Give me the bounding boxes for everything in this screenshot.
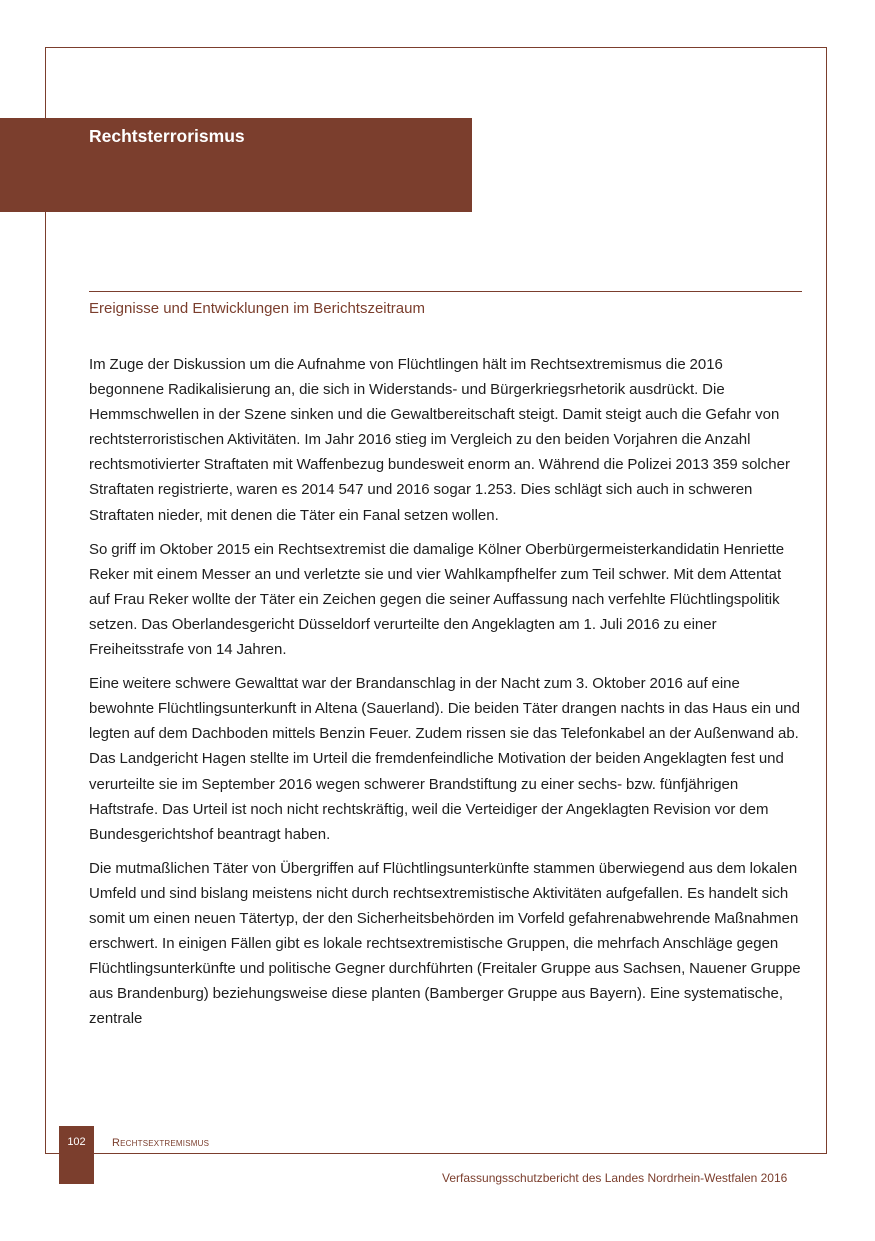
section-heading: Ereignisse und Entwicklungen im Berichtszeitraum (89, 300, 425, 317)
section-divider (89, 291, 802, 292)
chapter-title: Rechtsterrorismus (89, 126, 245, 146)
page-number: 102 (67, 1136, 86, 1148)
running-head: Rechtsextremismus (112, 1137, 210, 1149)
paragraph-2: So griff im Oktober 2015 ein Rechtsextremist die damalige Kölner Oberbürgermeisterkandidatin Henriette Reker mit einem Messer an und verletzte sie und vier Wahlkampfhelfer zum Teil schwer. Mit dem Attentat auf Frau Reker wollte der Täter ein Zeichen gegen die seiner Auffassung nach verfehlte Flüchtlingspolitik setzen. Das Oberlandesgericht Düsseldorf verurteilte den Angeklagten am 1. Juli 2016 zu einer Freiheitsstrafe von 14 Jahren. (89, 540, 785, 659)
paragraph-4: Die mutmaßlichen Täter von Übergriffen auf Flüchtlingsunterkünfte stammen überwiegend aus dem lokalen Umfeld und sind bislang meistens nicht durch rechtsextremistische Aktivitäten aufgefallen. Es handelt sich somit um einen neuen Tätertyp, der den Sicherheitsbehörden im Vorfeld gefahrenabwehrende Maßnahmen erschwert. In einigen Fällen gibt es lokale rechtsextremistische Gruppen, die mehrfach Anschläge gegen Flüchtlingsunterkünfte und politische Gegner durchführten (Freitaler Gruppe aus Sachsen, Nauener Gruppe aus Brandenburg) beziehungsweise diese planten (Bamberger Gruppe aus Bayern). Eine systematische, zentrale (89, 859, 801, 1028)
publication-title: Verfassungsschutzbericht des Landes Nordrhein-Westfalen 2016 (442, 1171, 788, 1185)
body-text (89, 352, 801, 1040)
paragraph-3: Eine weitere schwere Gewalttat war der Brandanschlag in der Nacht zum 3. Oktober 2016 auf eine bewohnte Flüchtlingsunterkunft in Altena (Sauerland). Die beiden Täter drangen nachts in das Haus ein und legten auf dem Dachboden mittels Benzin Feuer. Zudem rissen sie das Telefonkabel an der Außenwand ab. Das Landgericht Hagen stellte im Urteil die fremdenfeindliche Motivation der beiden Angeklagten fest und verurteilte sie im September 2016 wegen schwerer Brandstiftung zu einer sechs- bzw. fünfjährigen Haftstrafe. Das Urteil ist noch nicht rechtskräftig, weil die Verteidiger der Angeklagten Revision vor dem Bundesgerichtshof beantragt haben. (89, 675, 800, 843)
page-number-tab (59, 1126, 94, 1184)
paragraph-1: Im Zuge der Diskussion um die Aufnahme von Flüchtlingen hält im Rechtsextremismus die 2016 begonnene Radikalisierung an, die sich in Widerstands- und Bürgerkriegsrhetorik ausdrückt. Die Hemmschwellen in der Szene sinken und die Gewaltbereitschaft steigt. Damit steigt auch die Gefahr von rechtsterroristischen Aktivitäten. Im Jahr 2016 stieg im Vergleich zu den beiden Vorjahren die Anzahl rechtsmotivierter Straftaten mit Waffenbezug bundesweit enorm an. Während die Polizei 2013 359 solcher Straftaten registrierte, waren es 2014 547 und 2016 sogar 1.253. Dies schlägt sich auch in schweren Straftaten nieder, mit denen die Täter ein Fanal setzen wollen. (89, 356, 790, 524)
